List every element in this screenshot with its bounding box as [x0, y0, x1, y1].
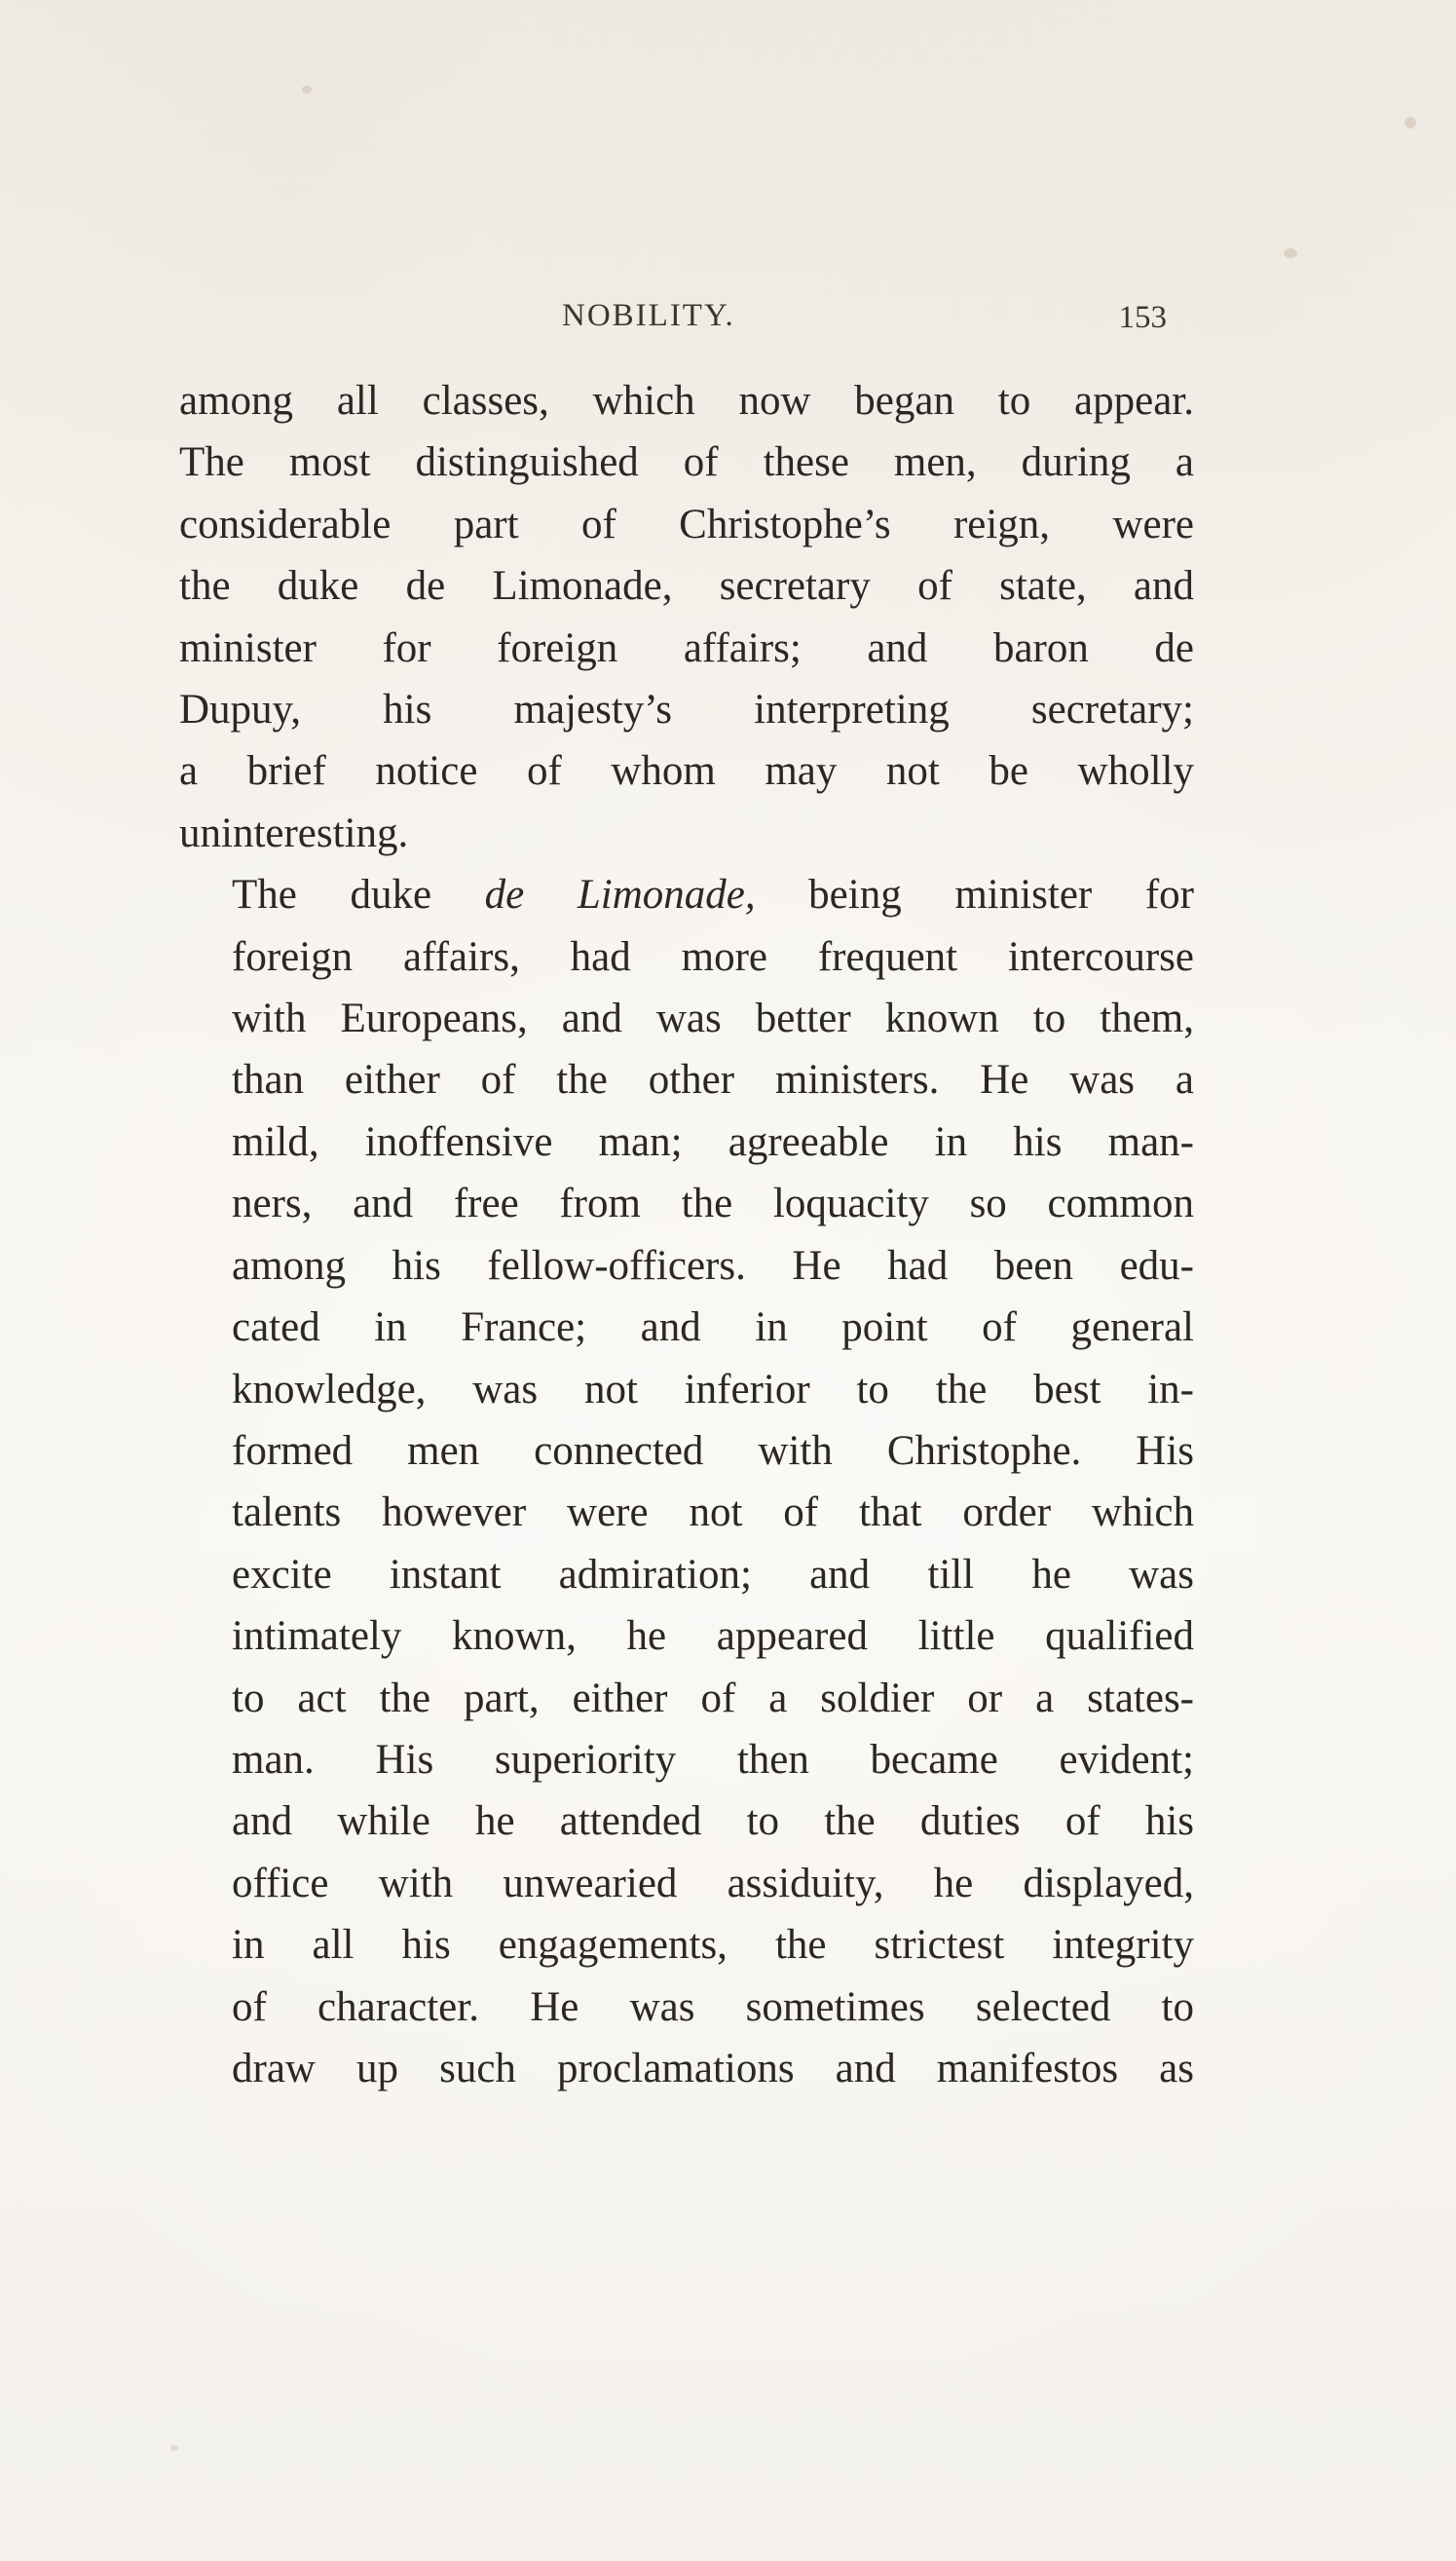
- text-line: draw up such proclamations and manifestos as: [232, 2045, 1194, 2091]
- text-line: a brief notice of whom may not be wholly: [179, 748, 1194, 795]
- text-line: with Europeans, and was better known to them,: [232, 996, 1194, 1042]
- running-head: NOBILITY.: [562, 298, 735, 333]
- text-line: intimately known, he appeared little qualified: [232, 1613, 1194, 1660]
- paper-spot: [170, 2445, 178, 2451]
- text-line: of character. He was sometimes selected to: [232, 1983, 1194, 2030]
- text-line: than either of the other ministers. He was a: [232, 1057, 1194, 1104]
- text-line: formed men connected with Christophe. His: [232, 1427, 1194, 1474]
- paper-spot: [1404, 117, 1416, 129]
- text-line: The most distinguished of these men, during a: [179, 439, 1194, 486]
- text-line: minister for foreign affairs; and baron de: [179, 624, 1194, 671]
- text-line: cated in France; and in point of general: [232, 1304, 1194, 1351]
- main-text: [179, 370, 1194, 2099]
- page-header: [177, 292, 1200, 351]
- text-line: the duke de Limonade, secretary of state, and: [179, 563, 1194, 610]
- text-line: foreign affairs, had more frequent intercourse: [232, 933, 1194, 980]
- text-line: and while he attended to the duties of his: [232, 1798, 1194, 1845]
- text-line-with-italic: [179, 864, 1194, 925]
- text-line: ners, and free from the loquacity so common: [232, 1181, 1194, 1227]
- text-line: among his fellow-officers. He had been edu-: [232, 1242, 1194, 1289]
- paper-spot: [1284, 248, 1297, 258]
- text-line: considerable part of Christophe’s reign, were: [179, 501, 1194, 547]
- italic-name: de Limonade,: [484, 872, 756, 919]
- paper-spot: [302, 86, 312, 94]
- text-line: talents however were not of that order which: [232, 1489, 1194, 1536]
- text-line: Dupuy, his majesty’s interpreting secretary;: [179, 687, 1194, 734]
- page-number: 153: [1118, 300, 1167, 335]
- paragraph-1: [179, 370, 1194, 864]
- text-fragment: The duke: [232, 872, 485, 919]
- text-line: mild, inoffensive man; agreeable in his man-: [232, 1118, 1194, 1165]
- paragraph-2: [179, 864, 1194, 2099]
- text-line: excite instant admiration; and till he was: [232, 1551, 1194, 1598]
- text-line: among all classes, which now began to appear.: [179, 378, 1194, 424]
- text-line: to act the part, either of a soldier or a states-: [232, 1675, 1194, 1721]
- text-fragment: being minister for: [755, 872, 1194, 919]
- text-line: in all his engagements, the strictest integrity: [232, 1922, 1194, 1969]
- text-line: man. His superiority then became evident;: [232, 1736, 1194, 1783]
- text-line: office with unwearied assiduity, he displayed,: [232, 1860, 1194, 1906]
- text-line: uninteresting.: [179, 810, 409, 856]
- text-line: knowledge, was not inferior to the best in-: [232, 1366, 1194, 1412]
